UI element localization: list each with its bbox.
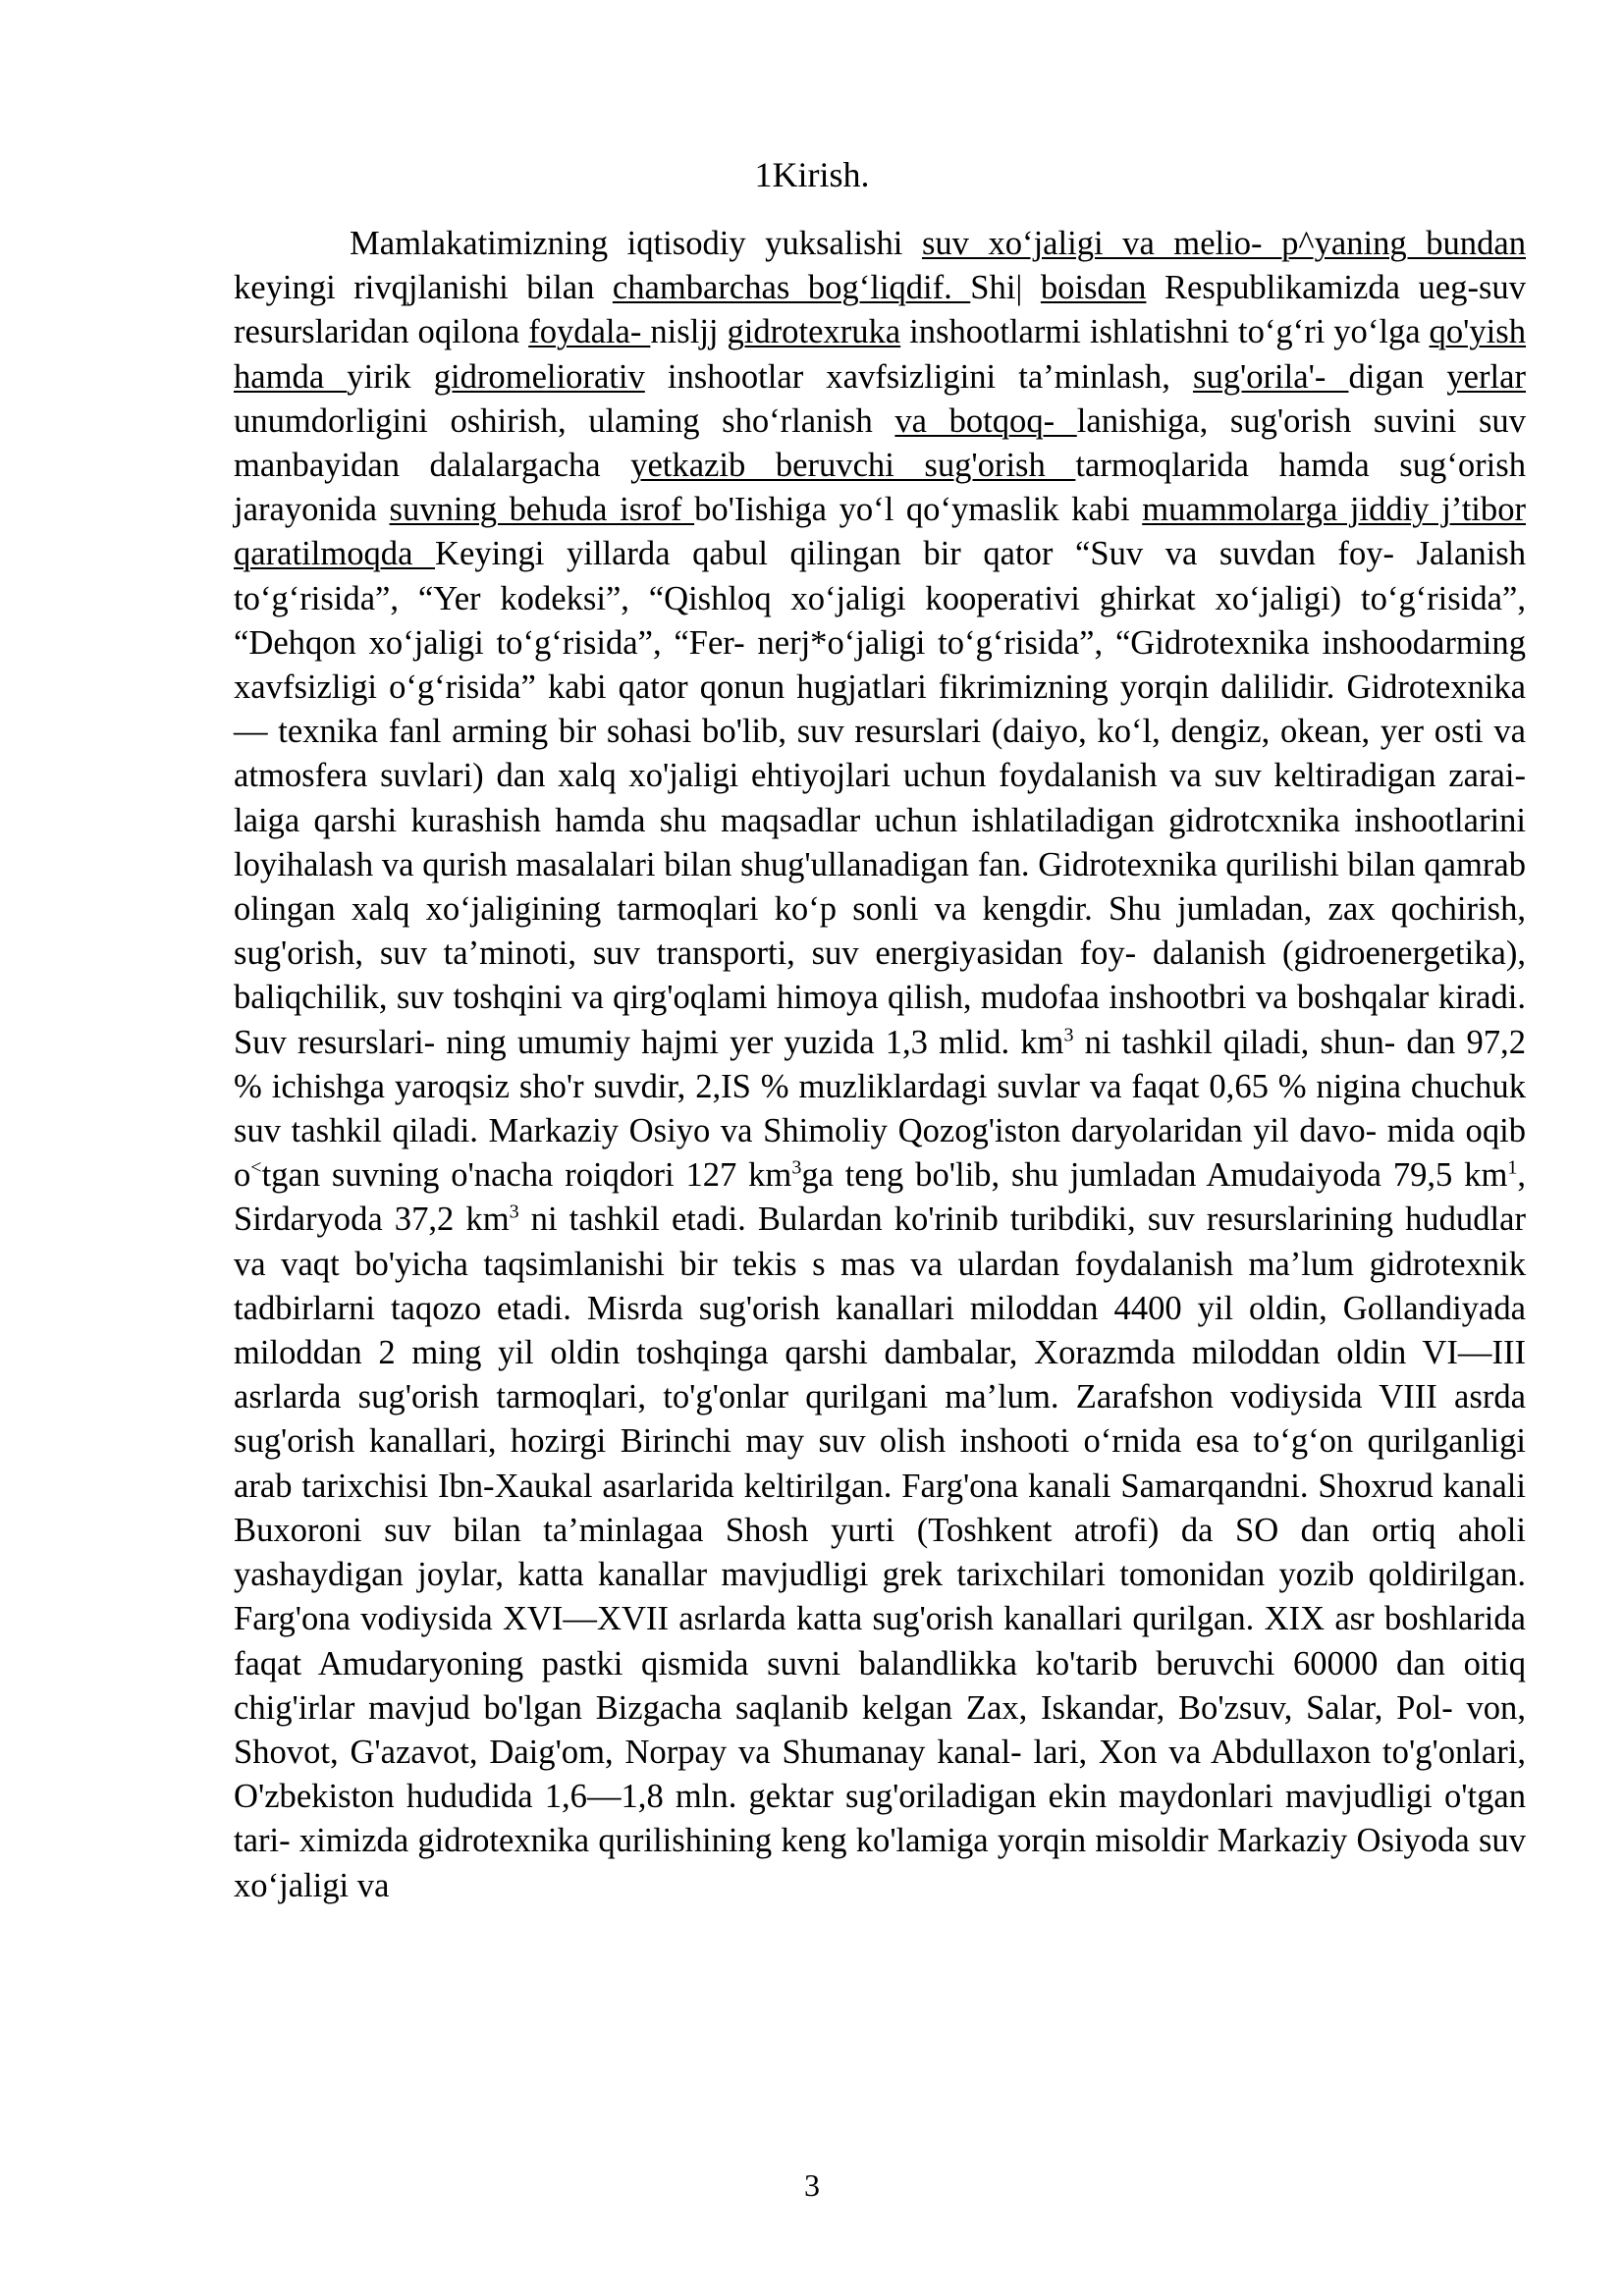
text-run: Mamlakatimizning iqtisodiy yuksalishi xyxy=(350,225,922,262)
superscript: 1 xyxy=(1507,1156,1518,1179)
superscript: < xyxy=(250,1156,262,1179)
text-run: nisljj xyxy=(650,313,728,351)
text-run: , Sirdaryoda 37,2 km xyxy=(234,1156,1527,1239)
page-heading: 1Kirish. xyxy=(754,155,870,194)
text-run: keyingi rivqjlanishi bilan xyxy=(234,269,613,307)
text-run: Keyingi yillarda qabul qilingan bir qator “Suv va suvdan foy- Jalanish to‘g‘risida”, “Yer kodeksi”, “Qishloq xo‘jaligi kooperativi ghirkat xo‘jaligi) to‘g‘risida”, “Dehqon xo‘jaligi to‘g‘risida”, “Fer- nerj*o‘jaligi to‘g‘risida”, “Gidrotexnika inshoodarming xavfsizligi o‘g‘risida” kabi qator qonun hugjatlari fikrimizning yorqin dalilidir. Gidrotexnika — texnika fanl arming bir sohasi bo'lib, suv resurslari (daiyo, ko‘l, dengiz, okean, yer osti va atmosfera suvlari) dan xalq xo'jaligi ehtiyojlari uchun foydalanish va suv keltiradigan zarai- laiga qarshi kurashish hamda shu maqsadlar uchun ishlatiladigan gidrotcxnika inshootlarini loyihalash va qurish masalalari bilan shug'ullanadigan fan. Gidrotexnika qurilishi bilan qamrab olingan xalq xo‘jaligining tarmoqlari ko‘p sonli va kengdir. Shu jumladan, zax qochirish, sug'orish, suv ta’minoti, suv transporti, suv energiyasidan foy- dalanish (gidroenergetika), baliqchilik, suv toshqini va qirg'oqlami himoya qilish, mudofaa inshootbri va boshqalar kiradi. Suv resurslari- ning umumiy hajmi yer yuzida 1,3 mlid. km xyxy=(234,535,1526,1061)
underlined-text: boisdan xyxy=(1040,269,1147,307)
text-run: unumdorligini oshirish, ulaming sho‘rlanish xyxy=(234,401,895,440)
underlined-text: chambarchas bog‘liqdif. xyxy=(612,269,971,307)
text-run: inshootlarmi ishlatishni to‘g‘ri yo‘lga xyxy=(900,313,1430,351)
underlined-text: sug'orila'- xyxy=(1192,357,1349,396)
underlined-text: suv xo‘jaligi va melio- p^yaning bundan xyxy=(921,225,1526,262)
underlined-text: foydala- xyxy=(528,313,651,351)
underlined-text: yetkazib beruvchi sug'orish xyxy=(630,447,1076,485)
text-run: Respublikamizda ueg-suv resurslaridan oqilona xyxy=(234,269,1526,351)
page-number: 3 xyxy=(804,2167,820,2203)
text-run: bo'Iishiga yo‘l qo‘ymaslik kabi xyxy=(694,491,1143,529)
text-run: lanishiga, sug'orish suvini suv manbayidan dalalargacha xyxy=(234,401,1526,485)
underlined-text: yerlar xyxy=(1446,357,1527,396)
text-run: ni tashkil qiladi, shun- dan 97,2 % ichishga yaroqsiz sho'r suvdir, 2,IS % muzliklardagi suvlar va faqat 0,65 % nigina chuchuk suv tashkil qiladi. Markaziy Osiyo va Shimoliy Qozog'iston daryolaridan yil davo- mida oqib o xyxy=(234,1023,1526,1195)
body-paragraph xyxy=(234,222,1526,1908)
underlined-text: suvning behuda isrof xyxy=(389,491,695,529)
underlined-text: gidrotexruka xyxy=(727,313,901,351)
text-run: Shi| xyxy=(970,269,1041,307)
underlined-text: va botqoq- xyxy=(894,401,1077,440)
text-run: tgan suvning o'nacha roiqdori 127 km xyxy=(261,1156,792,1195)
text-run: inshootlar xavfsizligini ta’minlash, xyxy=(644,357,1193,396)
underlined-text: gidromeliorativ xyxy=(433,357,645,396)
superscript: 3 xyxy=(791,1156,802,1179)
underlined-text: muammolarga jiddiy j’tibor qaratilmoqda xyxy=(234,491,1526,573)
text-run: yirik xyxy=(347,357,434,396)
text-run: ni tashkil etadi. Bulardan ko'rinib turibdiki, suv resurslarining hududlar va vaqt bo'yicha taqsimlanishi bir tekis s mas va ulardan foydalanish ma’lum gidrotexnik tadbirlarni taqozo etadi. Misrda sug'orish kanallari miloddan 4400 yil oldin, Gollandiyada miloddan 2 ming yil oldin toshqinga qarshi dambalar, Xorazmda miloddan oldin VI—III asrlarda sug'orish tarmoqlari, to'g'onlar qurilgani ma’lum. Zarafshon vodiysida VIII asrda sug'orish kanallari, hozirgi Birinchi may suv olish inshooti o‘rnida esa to‘g‘on qurilganligi arab tarixchisi Ibn-Xaukal asarlarida keltirilgan. Farg'ona kanali Samarqandni. Shoxrud kanali Buxoroni suv bilan ta’minlagaa Shosh yurti (Toshkent atrofi) da SO dan ortiq aholi yashaydigan joylar, katta kanallar mavjudligi grek tarixchilari tomonidan yozib qoldirilgan. Farg'ona vodiysida XVI—XVII asrlarda katta sug'orish kanallari qurilgan. XIX asr boshlarida faqat Amudaryoning pastki qismida suvni balandlikka ko'tarib beruvchi 60000 dan oitiq chig'irlar mavjud bo'lgan Bizgacha saqlanib kelgan Zax, Iskandar, Bo'zsuv, Salar, Pol- von, Shovot, G'azavot, Daig'om, Norpay va Shumanay kanal- lari, Xon va Abdullaxon to'g'onlari, O'zbekiston hududida 1,6—1,8 mln. gektar sug'oriladigan ekin maydonlari mavjudligi o'tgan tari- ximizda gidrotexnika qurilishining keng ko'lamiga yorqin misoldir Markaziy Osiyoda suv xo‘jaligi va xyxy=(234,1201,1526,1904)
underlined-text: qo'yish hamda xyxy=(234,313,1526,396)
text-run: tarmoqlarida hamda sug‘orish jarayonida xyxy=(234,447,1527,529)
text-run: ga teng bo'lib, shu jumladan Amudaiyoda 79,5 km xyxy=(801,1156,1508,1195)
superscript: 3 xyxy=(1063,1024,1074,1046)
text-run: digan xyxy=(1348,357,1447,396)
superscript: 3 xyxy=(509,1201,519,1223)
